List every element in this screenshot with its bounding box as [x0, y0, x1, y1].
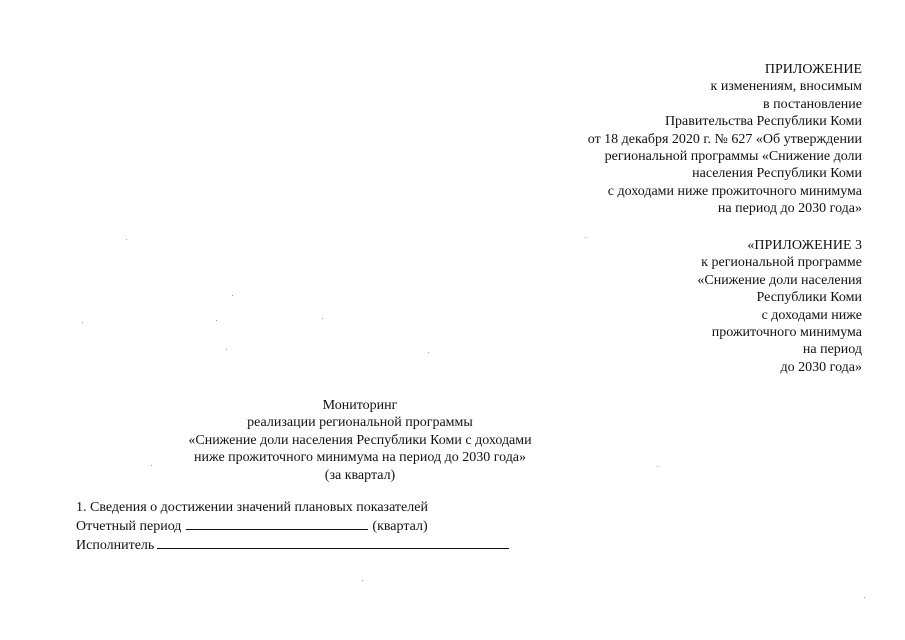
scan-speck: [232, 295, 233, 296]
section-heading: 1. Сведения о достижении значений плановых показателей: [76, 500, 428, 515]
appendix3-line: к региональной программе: [701, 255, 862, 271]
appendix3-title: «ПРИЛОЖЕНИЕ 3: [747, 238, 862, 253]
scan-speck: [322, 318, 323, 319]
appendix3-line: «Снижение доли населения: [697, 272, 862, 288]
scan-speck: [151, 465, 152, 466]
scan-speck: [585, 237, 586, 238]
scan-speck: [126, 239, 127, 240]
appendix3-line: на период: [802, 342, 862, 358]
appendix3-line: с доходами ниже: [761, 307, 862, 323]
executor-label: Исполнитель: [76, 538, 155, 553]
scan-speck: [216, 320, 217, 321]
scan-speck: [657, 466, 658, 467]
title-line: «Снижение доли населения Республики Коми с доходами: [188, 432, 532, 448]
appendix-line: от 18 декабря 2020 г. № 627 «Об утверждении: [587, 131, 862, 147]
appendix-title: ПРИЛОЖЕНИЕ: [764, 62, 862, 77]
document-title: [150, 397, 570, 484]
title-period-note: (за квартал): [324, 467, 396, 483]
executor-field[interactable]: [157, 536, 509, 549]
title-line-main: Мониторинг: [322, 398, 398, 413]
appendix-line: в постановление: [763, 96, 862, 112]
appendix-line: на период до 2030 года»: [717, 201, 862, 217]
appendix-line: населения Республики Коми: [692, 166, 862, 182]
reporting-period-suffix: (квартал): [372, 519, 428, 534]
reporting-period-label: Отчетный период: [76, 519, 182, 534]
indicator-section: [76, 499, 509, 555]
scan-speck: [82, 322, 83, 323]
executor-row: [76, 536, 509, 555]
scan-speck: [226, 349, 227, 350]
scan-speck: [362, 580, 363, 581]
appendix-line: к изменениям, вносимым: [710, 79, 862, 95]
reporting-period-field[interactable]: [186, 517, 368, 530]
appendix3-header: [697, 237, 862, 376]
appendix-line: с доходами ниже прожиточного минимума: [607, 183, 862, 199]
title-line: реализации региональной программы: [247, 415, 473, 431]
reporting-period-row: [76, 517, 509, 536]
appendix3-line: Республики Коми: [756, 290, 862, 306]
appendix-line: Правительства Республики Коми: [664, 114, 862, 130]
appendix3-line: до 2030 года»: [780, 359, 862, 375]
scan-speck: [864, 597, 865, 598]
scan-speck: [428, 352, 429, 353]
appendix-line: региональной программы «Снижение доли: [604, 149, 862, 165]
title-line: ниже прожиточного минимума на период до 2030 года»: [193, 450, 527, 466]
appendix-header: [588, 61, 862, 218]
appendix3-line: прожиточного минимума: [711, 325, 862, 341]
